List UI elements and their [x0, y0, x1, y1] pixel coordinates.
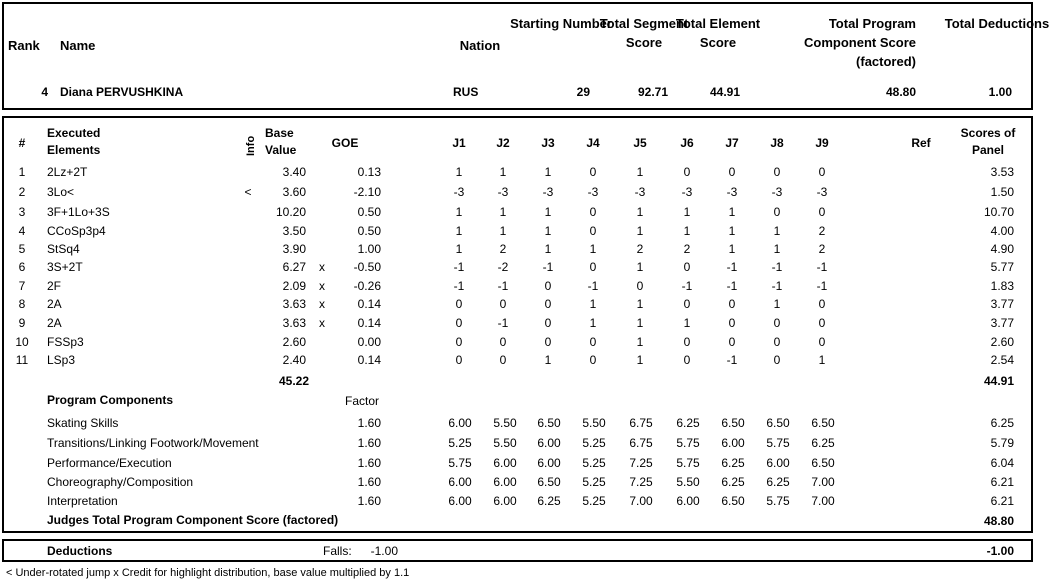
element-judge-score: 1: [636, 353, 644, 367]
component-panel-score: 6.25: [990, 416, 1014, 430]
component-judge-score: 6.00: [676, 494, 700, 508]
element-panel-score: 3.53: [990, 165, 1014, 179]
element-judge-score: -3: [497, 185, 509, 199]
element-bonus-mark: x: [319, 279, 325, 293]
element-judge-score: 0: [636, 279, 644, 293]
col-judge: J7: [725, 136, 739, 150]
element-judge-score: 0: [773, 335, 781, 349]
component-name: Choreography/Composition: [47, 475, 194, 489]
element-name: StSq4: [47, 242, 80, 256]
component-judge-score: 6.00: [448, 416, 472, 430]
element-base-value: 2.09: [282, 279, 306, 293]
header-name: Name: [60, 38, 96, 53]
element-judge-score: 0: [728, 165, 736, 179]
element-bonus-mark: x: [319, 316, 325, 330]
element-judge-score: 1: [544, 165, 552, 179]
header-total-deductions: Total Deductions: [944, 16, 1050, 31]
element-judge-score: 1: [773, 242, 781, 256]
element-judge-score: 0: [589, 224, 597, 238]
col-base-value: Base Value: [265, 126, 297, 157]
element-info-mark: <: [244, 185, 252, 199]
element-judge-score: 1: [636, 297, 644, 311]
element-judge-score: 2: [818, 242, 826, 256]
element-judge-score: 0: [683, 260, 691, 274]
col-judge: J3: [541, 136, 555, 150]
element-judge-score: -1: [771, 279, 783, 293]
element-judge-score: 1: [455, 224, 463, 238]
skater-nation: RUS: [453, 85, 479, 99]
element-judge-score: 0: [818, 316, 826, 330]
element-base-value: 3.50: [282, 224, 306, 238]
element-judge-score: 0: [773, 165, 781, 179]
factor-header: Factor: [344, 394, 379, 408]
component-judge-score: 6.50: [721, 494, 745, 508]
element-name: LSp3: [47, 353, 76, 367]
element-name: FSSp3: [47, 335, 84, 349]
col-executed-elements: Executed Elements: [47, 126, 101, 157]
element-judge-score: 1: [636, 224, 644, 238]
element-number: 10: [15, 335, 29, 349]
element-goe: -0.26: [353, 279, 381, 293]
col-judge: J5: [633, 136, 647, 150]
col-judge: J2: [496, 136, 510, 150]
deductions-label: Deductions: [47, 544, 113, 558]
element-judge-score: 0: [773, 205, 781, 219]
component-judge-score: 6.25: [537, 494, 561, 508]
element-judge-score: 0: [455, 353, 463, 367]
component-judge-score: 5.25: [582, 475, 606, 489]
element-judge-score: 1: [455, 165, 463, 179]
element-panel-score: 1.50: [990, 185, 1014, 199]
component-name: Interpretation: [47, 494, 118, 508]
element-judge-score: 0: [589, 205, 597, 219]
element-number: 6: [18, 260, 26, 274]
element-judge-score: -1: [453, 260, 465, 274]
component-judge-score: 6.00: [493, 494, 517, 508]
component-judge-score: 5.25: [582, 436, 606, 450]
element-judge-score: 1: [728, 242, 736, 256]
skater-starting-number: 29: [576, 85, 590, 99]
component-judge-score: 5.50: [493, 436, 517, 450]
component-judge-score: 6.25: [811, 436, 835, 450]
element-number: 5: [18, 242, 26, 256]
component-judge-score: 7.25: [629, 475, 653, 489]
element-judge-score: 0: [589, 165, 597, 179]
header-total-element-score: Total Element Score: [675, 16, 761, 50]
skater-deductions: 1.00: [988, 85, 1012, 99]
component-judge-score: 5.50: [676, 475, 700, 489]
element-judge-score: 0: [544, 297, 552, 311]
program-components-title: Program Components: [47, 393, 174, 407]
element-number: 2: [18, 185, 26, 199]
element-base-value: 3.40: [282, 165, 306, 179]
component-judge-score: 6.25: [766, 475, 790, 489]
pc-total-value: 48.80: [983, 514, 1014, 528]
component-judge-score: 6.00: [537, 436, 561, 450]
element-base-value: 3.60: [282, 185, 306, 199]
element-judge-score: -2: [497, 260, 509, 274]
element-name: 2A: [47, 297, 62, 311]
element-judge-score: -3: [634, 185, 646, 199]
element-judge-score: 0: [683, 165, 691, 179]
component-factor: 1.60: [357, 436, 381, 450]
col-number: #: [18, 136, 26, 150]
element-judge-score: -1: [587, 279, 599, 293]
component-factor: 1.60: [357, 475, 381, 489]
element-judge-score: 2: [636, 242, 644, 256]
element-name: CCoSp3p4: [47, 224, 106, 238]
element-judge-score: 0: [544, 279, 552, 293]
element-judge-score: 1: [589, 242, 597, 256]
element-base-value: 2.40: [282, 353, 306, 367]
component-judge-score: 6.50: [721, 416, 745, 430]
element-judge-score: 1: [636, 316, 644, 330]
element-name: 2F: [47, 279, 62, 293]
element-judge-score: 0: [589, 353, 597, 367]
element-goe: -2.10: [353, 185, 381, 199]
element-panel-score: 3.77: [990, 297, 1014, 311]
element-panel-score: 10.70: [983, 205, 1014, 219]
element-judge-score: 0: [728, 316, 736, 330]
element-panel-score: 2.54: [990, 353, 1014, 367]
element-judge-score: 1: [636, 260, 644, 274]
element-panel-score: 1.83: [990, 279, 1014, 293]
component-judge-score: 5.25: [448, 436, 472, 450]
component-judge-score: 7.25: [629, 456, 653, 470]
component-judge-score: 5.50: [582, 416, 606, 430]
element-name: 2Lz+2T: [47, 165, 88, 179]
component-judge-score: 6.75: [629, 436, 653, 450]
element-number: 1: [18, 165, 26, 179]
col-judge: J8: [770, 136, 784, 150]
component-factor: 1.60: [357, 456, 381, 470]
element-goe: 0.13: [357, 165, 381, 179]
element-judge-score: 1: [499, 165, 507, 179]
element-judge-score: -1: [771, 260, 783, 274]
element-judge-score: 0: [818, 165, 826, 179]
component-panel-score: 5.79: [990, 436, 1014, 450]
element-judge-score: -3: [816, 185, 828, 199]
component-factor: 1.60: [357, 494, 381, 508]
element-judge-score: -3: [453, 185, 465, 199]
component-judge-score: 6.00: [493, 475, 517, 489]
header-starting-number: Starting Number: [510, 16, 612, 31]
elements-base-total: 45.22: [278, 374, 309, 388]
element-judge-score: 0: [818, 335, 826, 349]
element-base-value: 6.27: [282, 260, 306, 274]
element-judge-score: 1: [773, 297, 781, 311]
elements-panel-total: 44.91: [983, 374, 1014, 388]
component-judge-score: 5.25: [582, 456, 606, 470]
element-judge-score: 0: [728, 297, 736, 311]
element-goe: 1.00: [357, 242, 381, 256]
footnote: < Under-rotated jump x Credit for highlight distribution, base value multiplied by 1.1: [6, 567, 410, 579]
component-judge-score: 6.00: [448, 494, 472, 508]
element-judge-score: 0: [499, 335, 507, 349]
pc-total-label: Judges Total Program Component Score (factored): [47, 513, 339, 527]
deductions-box: [2, 539, 1033, 562]
element-judge-score: 1: [544, 205, 552, 219]
element-judge-score: 1: [589, 297, 597, 311]
element-judge-score: 1: [455, 242, 463, 256]
element-judge-score: 0: [544, 335, 552, 349]
component-judge-score: 5.75: [766, 436, 790, 450]
element-judge-score: 0: [773, 353, 781, 367]
element-judge-score: 1: [544, 224, 552, 238]
element-judge-score: 0: [455, 335, 463, 349]
element-judge-score: 1: [773, 224, 781, 238]
element-judge-score: 0: [589, 335, 597, 349]
component-judge-score: 6.25: [721, 456, 745, 470]
element-panel-score: 3.77: [990, 316, 1014, 330]
component-judge-score: 6.50: [811, 416, 835, 430]
element-judge-score: 0: [683, 353, 691, 367]
element-judge-score: 1: [636, 205, 644, 219]
element-bonus-mark: x: [319, 297, 325, 311]
element-base-value: 3.63: [282, 316, 306, 330]
element-judge-score: -1: [453, 279, 465, 293]
element-goe: 0.14: [357, 353, 381, 367]
element-base-value: 3.90: [282, 242, 306, 256]
element-judge-score: 0: [818, 205, 826, 219]
element-judge-score: -1: [726, 279, 738, 293]
skater-rank: 4: [41, 85, 48, 99]
element-goe: 0.00: [357, 335, 381, 349]
skater-component-score: 48.80: [885, 85, 916, 99]
header-nation: Nation: [459, 38, 501, 53]
component-judge-score: 7.00: [811, 494, 835, 508]
element-judge-score: 2: [499, 242, 507, 256]
skater-name: Diana PERVUSHKINA: [60, 85, 184, 99]
col-judge: J6: [680, 136, 694, 150]
element-base-value: 2.60: [282, 335, 306, 349]
col-judge: J1: [452, 136, 466, 150]
element-goe: -0.50: [353, 260, 381, 274]
component-judge-score: 5.25: [582, 494, 606, 508]
component-name: Transitions/Linking Footwork/Movement: [47, 436, 259, 450]
skater-element-score: 44.91: [709, 85, 740, 99]
element-judge-score: 1: [499, 224, 507, 238]
element-number: 8: [18, 297, 26, 311]
component-judge-score: 6.25: [676, 416, 700, 430]
col-info: Info: [245, 135, 257, 156]
component-judge-score: 6.00: [721, 436, 745, 450]
element-panel-score: 4.90: [990, 242, 1014, 256]
element-number: 11: [15, 353, 29, 367]
element-judge-score: 0: [544, 316, 552, 330]
element-name: 3F+1Lo+3S: [47, 205, 110, 219]
falls-label: Falls:: [323, 544, 352, 558]
falls-value: -1.00: [370, 544, 398, 558]
component-judge-score: 7.00: [811, 475, 835, 489]
element-base-value: 3.63: [282, 297, 306, 311]
element-judge-score: 1: [818, 353, 826, 367]
component-judge-score: 6.25: [721, 475, 745, 489]
element-judge-score: 0: [773, 316, 781, 330]
element-judge-score: 0: [455, 297, 463, 311]
element-judge-score: 0: [683, 335, 691, 349]
element-judge-score: -1: [542, 260, 554, 274]
col-judge: J9: [815, 136, 829, 150]
element-number: 9: [18, 316, 26, 330]
col-scores-of-panel: Scores of Panel: [960, 126, 1016, 157]
element-judge-score: 1: [683, 224, 691, 238]
element-judge-score: -1: [816, 279, 828, 293]
component-factor: 1.60: [357, 416, 381, 430]
component-judge-score: 6.75: [629, 416, 653, 430]
component-name: Performance/Execution: [47, 456, 172, 470]
deductions-total: -1.00: [986, 544, 1014, 558]
element-judge-score: 1: [728, 205, 736, 219]
element-judge-score: 0: [818, 297, 826, 311]
element-judge-score: 1: [499, 205, 507, 219]
component-judge-score: 7.00: [629, 494, 653, 508]
header-rank: Rank: [8, 38, 40, 53]
component-judge-score: 6.50: [537, 475, 561, 489]
component-judge-score: 6.00: [448, 475, 472, 489]
component-judge-score: 5.75: [766, 494, 790, 508]
element-judge-score: 2: [818, 224, 826, 238]
header-program-component-score: Total Program Component Score (factored): [804, 16, 916, 69]
element-judge-score: -3: [542, 185, 554, 199]
element-judge-score: 1: [683, 205, 691, 219]
col-goe: GOE: [331, 136, 359, 150]
col-judge: J4: [586, 136, 600, 150]
element-judge-score: -1: [816, 260, 828, 274]
element-number: 3: [18, 205, 26, 219]
element-judge-score: -1: [497, 316, 509, 330]
element-judge-score: 1: [589, 316, 597, 330]
element-number: 4: [18, 224, 26, 238]
element-judge-score: 1: [683, 316, 691, 330]
element-judge-score: 0: [499, 297, 507, 311]
element-judge-score: -1: [726, 260, 738, 274]
component-judge-score: 6.50: [811, 456, 835, 470]
element-judge-score: 0: [499, 353, 507, 367]
element-judge-score: 1: [455, 205, 463, 219]
component-panel-score: 6.21: [990, 494, 1014, 508]
element-judge-score: -3: [726, 185, 738, 199]
element-judge-score: 1: [544, 242, 552, 256]
element-panel-score: 4.00: [990, 224, 1014, 238]
element-judge-score: -1: [726, 353, 738, 367]
component-judge-score: 5.50: [493, 416, 517, 430]
element-judge-score: 1: [636, 335, 644, 349]
element-judge-score: 0: [728, 335, 736, 349]
component-judge-score: 5.75: [448, 456, 472, 470]
element-goe: 0.50: [357, 205, 381, 219]
element-judge-score: 1: [636, 165, 644, 179]
element-name: 3S+2T: [47, 260, 83, 274]
element-name: 2A: [47, 316, 62, 330]
component-name: Skating Skills: [47, 416, 119, 430]
skater-segment-score: 92.71: [637, 85, 668, 99]
component-judge-score: 6.50: [537, 416, 561, 430]
element-number: 7: [18, 279, 26, 293]
element-judge-score: 2: [683, 242, 691, 256]
component-judge-score: 6.00: [537, 456, 561, 470]
component-judge-score: 6.00: [766, 456, 790, 470]
component-panel-score: 6.04: [990, 456, 1014, 470]
element-judge-score: -3: [771, 185, 783, 199]
element-goe: 0.50: [357, 224, 381, 238]
component-judge-score: 5.75: [676, 436, 700, 450]
component-panel-score: 6.21: [990, 475, 1014, 489]
element-judge-score: 0: [683, 297, 691, 311]
element-goe: 0.14: [357, 316, 381, 330]
element-panel-score: 2.60: [990, 335, 1014, 349]
element-judge-score: -3: [587, 185, 599, 199]
element-goe: 0.14: [357, 297, 381, 311]
element-panel-score: 5.77: [990, 260, 1014, 274]
element-base-value: 10.20: [275, 205, 306, 219]
element-judge-score: -1: [497, 279, 509, 293]
col-ref: Ref: [911, 136, 931, 150]
component-judge-score: 6.00: [493, 456, 517, 470]
element-bonus-mark: x: [319, 260, 325, 274]
element-judge-score: 0: [589, 260, 597, 274]
component-judge-score: 5.75: [676, 456, 700, 470]
element-judge-score: 1: [544, 353, 552, 367]
element-judge-score: -3: [681, 185, 693, 199]
element-name: 3Lo<: [47, 185, 75, 199]
element-judge-score: 0: [455, 316, 463, 330]
component-judge-score: 6.50: [766, 416, 790, 430]
element-judge-score: -1: [681, 279, 693, 293]
header-total-segment-score: Total Segment Score: [599, 16, 689, 50]
element-judge-score: 1: [728, 224, 736, 238]
